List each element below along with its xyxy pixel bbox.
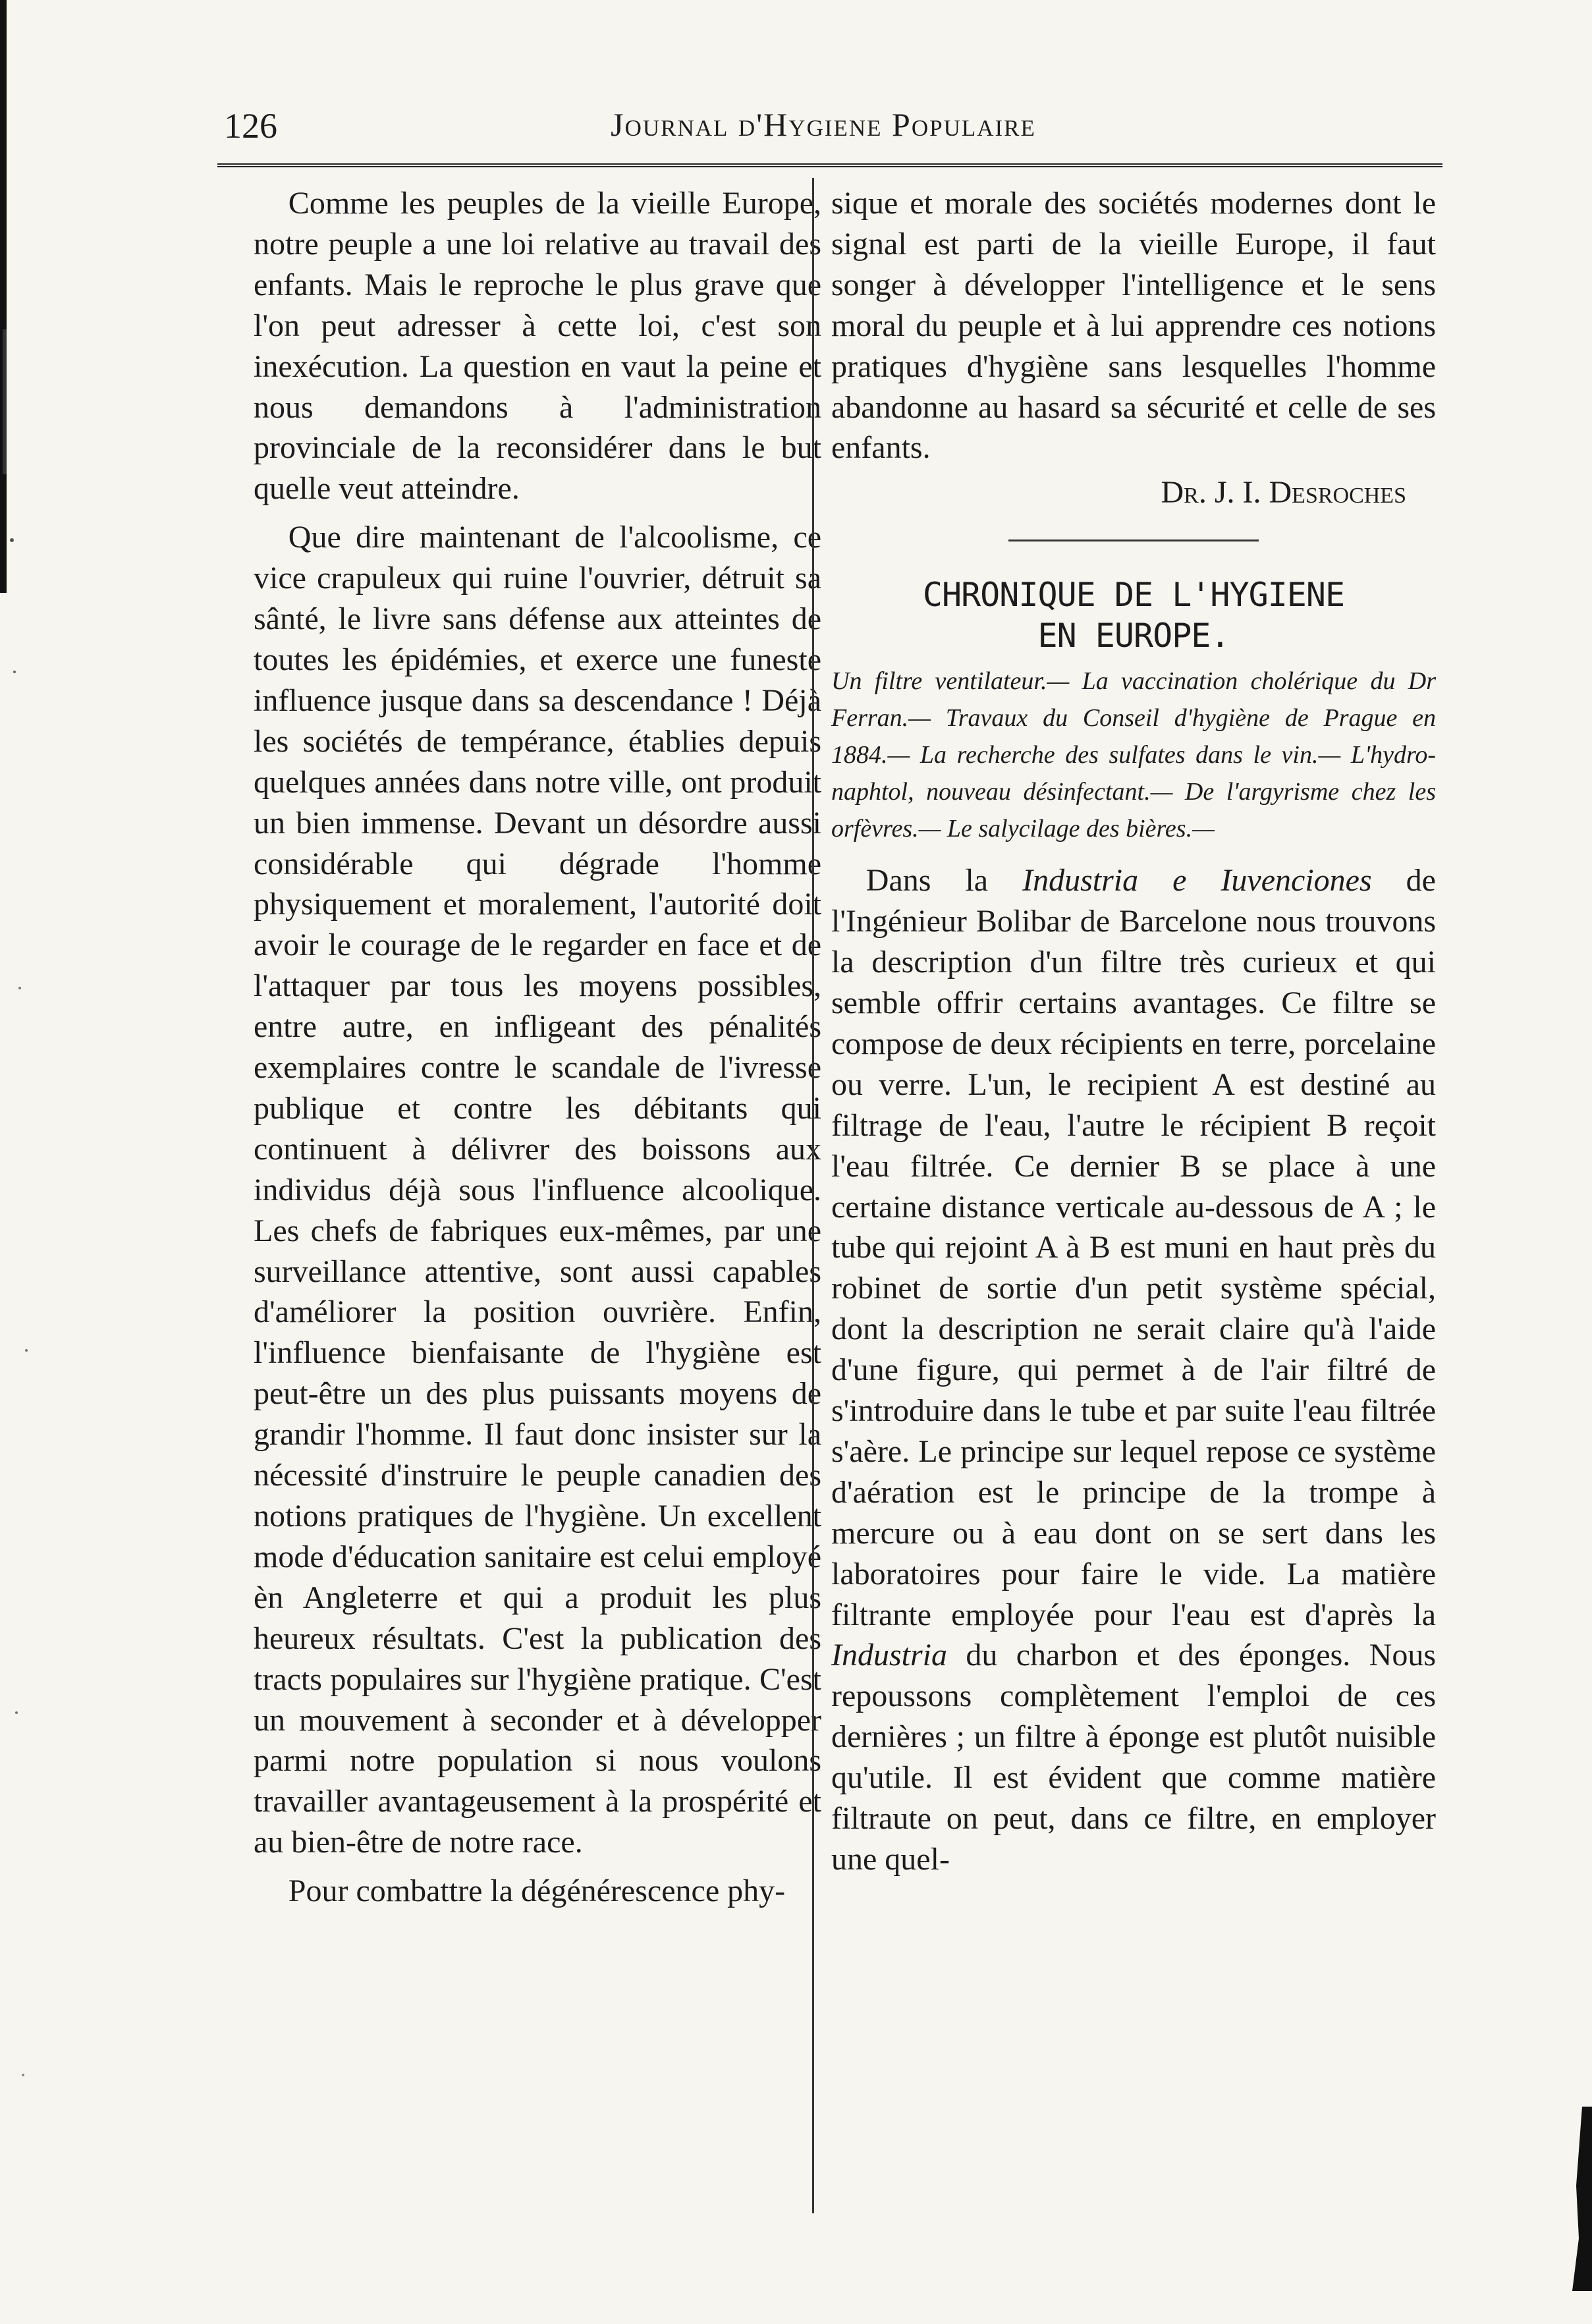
right-edge-mark: [1552, 2107, 1592, 2291]
section-separator: [1008, 540, 1259, 541]
section-title-line-2: EN EUROPE.: [1037, 617, 1230, 655]
journal-name-short: Industria: [831, 1638, 948, 1673]
p2-end: du charbon et des éponges. Nous repoussons complètement l'emploi de ces dernières ; un filtre à éponge est plutôt nuisible qu'utile. Il est évident que comme matière filtraute on peut, dans ce filtre, en employer une quel-: [831, 1638, 1436, 1877]
running-title: Journal d'Hygiene Populaire: [611, 106, 1036, 143]
right-paragraph-1: sique et morale des sociétés modernes dont le signal est parti de la vieille Europe, il faut songer à développer l'intelligence et le sens moral du peuple et à lui apprendre ces notions pratiques d'hygiène sans lesquelles l'homme abandonne au hasard sa sécurité et celle de ses enfants.: [831, 186, 1436, 466]
section-title: [831, 574, 1436, 656]
right-paragraph-2: [831, 860, 1436, 1880]
left-paragraph-1: Comme les peuples de la vieille Europe, notre peuple a une loi relative au travail des enfants. Mais le reproche le plus grave que l'on peut adresser à cette loi, c'est son inexécution. La question en vaut la peine et nous demandons à l'administration provinciale de la reconsidérer dans le but quelle veut atteindre.: [254, 186, 821, 507]
header-rule: [217, 163, 1442, 167]
left-paragraph-3: Pour combattre la dégénérescence phy-: [288, 1873, 786, 1909]
right-column: [831, 183, 1436, 1880]
journal-name-industria: Industria e Iuvenciones: [1022, 863, 1372, 899]
left-column: [254, 183, 821, 1912]
left-paragraph-2: Que dire maintenant de l'alcoolisme, ce vice crapuleux qui ruine l'ouvrier, détruit sa sânté, le livre sans défense aux atteintes de toutes les épidémies, et exerce une funeste influence jusque dans sa descendance ! Déjà les sociétés de tempérance, établies depuis quelques années dans notre ville, ont produit un bien immense. Devant un désordre aussi considérable qui dégrade l'homme physiquement et moralement, l'autorité doit avoir le courage de le regarder en face et de l'attaquer par tous les moyens possibles, entre autre, en infligeant des pénalités exemplaires contre le scandale de l'ivresse publique et contre les débitants qui continuent à délivrer des boissons aux individus déjà sous l'influence alcoolique. Les chefs de fabriques eux-mêmes, par une surveillance attentive, sont aussi capables d'améliorer la position ouvrière. Enfin, l'influence bienfaisante de l'hygiène est peut-être un des plus puissants moyens de grandir l'homme. Il faut donc insister sur la nécessité d'instruire le peuple canadien des notions pratiques de l'hygiène. Un excellent mode d'éducation sanitaire est celui employé èn Angleterre et qui a produit les plus heureux résultats. C'est la publication des tracts populaires sur l'hygiène pratique. C'est un mouvement à seconder et à développer parmi notre population si nous voulons travailler avantageusement à la prospérité et au bien-être de notre race.: [254, 520, 821, 1860]
column-divider: [812, 178, 814, 2213]
left-margin-specks: [0, 0, 59, 2324]
p2-middle: de l'Ingénieur Bolibar de Barcelone nous trouvons la description d'un filtre très curieux et qui semble offrir certains avantages. Ce filtre se compose de deux récipients en terre, porcelaine ou verre. L'un, le recipient A est destiné au filtrage de l'eau, l'autre le récipient B reçoit l'eau filtrée. Ce dernier B se place à une certaine distance verticale au-dessous de A ; le tube qui rejoint A à B est muni en haut près du robinet de sortie d'un petit système spécial, dont la description ne serait claire qu'à l'aide d'une figure, qui permet à de l'air filtré de s'introduire dans le tube et par suite l'eau filtrée s'aère. Le principe sur lequel repose ce système d'aération est le principe de la trompe à mercure ou à eau dont on se sert dans les laboratoires pour faire le vide. La matière filtrante employée pour l'eau est d'après la: [831, 863, 1436, 1632]
author-signature: Dr. J. I. Desroches: [1161, 475, 1406, 511]
p2-start: Dans la: [865, 863, 1023, 899]
section-summary: Un filtre ventilateur.— La vaccination cholérique du Dr Ferran.— Travaux du Conseil d'hygiène de Prague en 1884.— La recherche des sulfates dans le vin.— L'hydro-naphtol, nouveau désinfectant.— De l'argyrisme chez les orfèvres.— Le salycilage des bières.—: [831, 667, 1436, 843]
section-title-line-1: CHRONIQUE DE L'HYGIENE: [922, 576, 1345, 615]
page-header: [224, 105, 1423, 158]
page-number: 126: [224, 106, 277, 146]
